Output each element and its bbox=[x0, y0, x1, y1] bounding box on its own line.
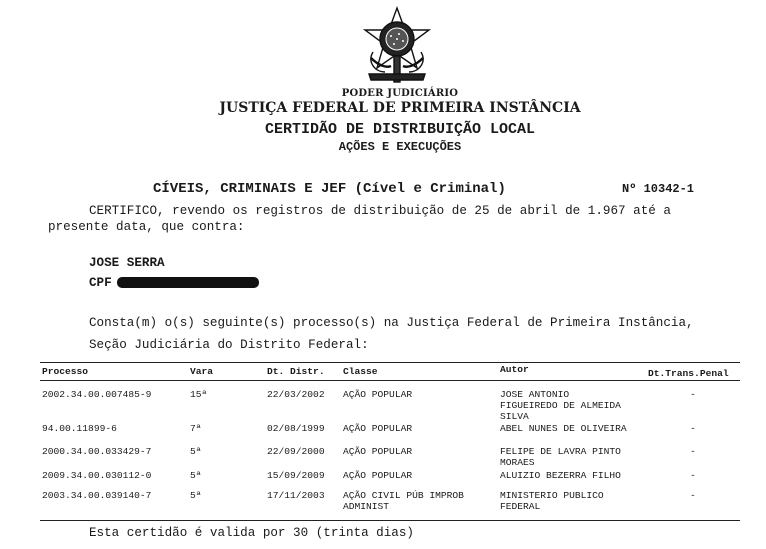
table-bottom-rule bbox=[40, 520, 740, 521]
certifico-line-1: CERTIFICO, revendo os registros de distribuição de 25 de abril de 1.967 até a bbox=[89, 204, 671, 218]
cell-processo: 2000.34.00.033429-7 bbox=[42, 446, 152, 457]
cell-dt-distr: 22/09/2000 bbox=[267, 446, 325, 457]
section-title: CÍVEIS, CRIMINAIS E JEF (Cível e Criminal) bbox=[153, 181, 506, 197]
cell-vara: 7ª bbox=[190, 423, 202, 434]
cell-processo: 94.00.11899-6 bbox=[42, 423, 117, 434]
cell-autor: SILVA bbox=[500, 411, 529, 422]
table-top-rule bbox=[40, 362, 740, 363]
cell-autor: MINISTERIO PUBLICO bbox=[500, 490, 604, 501]
cell-dt-trans-penal: - bbox=[690, 423, 696, 434]
cpf-label: CPF bbox=[89, 276, 112, 290]
header-processo: Processo bbox=[42, 366, 89, 377]
cell-classe: AÇÃO POPULAR bbox=[343, 446, 413, 457]
cell-dt-distr: 02/08/1999 bbox=[267, 423, 325, 434]
cell-vara: 15ª bbox=[190, 389, 208, 400]
table-header-rule bbox=[40, 380, 740, 381]
header-vara: Vara bbox=[190, 366, 214, 377]
cell-dt-trans-penal: - bbox=[690, 446, 696, 457]
cell-autor: ALUIZIO BEZERRA FILHO bbox=[500, 470, 621, 481]
cell-dt-trans-penal: - bbox=[690, 389, 696, 400]
cell-classe: AÇÃO POPULAR bbox=[343, 423, 413, 434]
cell-processo: 2002.34.00.007485-9 bbox=[42, 389, 152, 400]
cell-dt-distr: 17/11/2003 bbox=[267, 490, 325, 501]
cell-vara: 5ª bbox=[190, 446, 202, 457]
cell-autor: FELIPE DE LAVRA PINTO bbox=[500, 446, 621, 457]
cell-processo: 2009.34.00.030112-0 bbox=[42, 470, 152, 481]
cell-autor: JOSE ANTONIO bbox=[500, 389, 570, 400]
cell-dt-distr: 15/09/2009 bbox=[267, 470, 325, 481]
header-dt-distr: Dt. Distr. bbox=[267, 366, 325, 377]
acoes-execucoes-subtitle: AÇÕES E EXECUÇÕES bbox=[338, 140, 462, 154]
certidao-title: CERTIDÃO DE DISTRIBUIÇÃO LOCAL bbox=[264, 121, 536, 138]
cell-vara: 5ª bbox=[190, 470, 202, 481]
cell-classe: AÇÃO POPULAR bbox=[343, 470, 413, 481]
cell-autor: MORAES bbox=[500, 457, 535, 468]
cell-classe: AÇÃO CIVIL PÚB IMPROB bbox=[343, 490, 464, 501]
cell-dt-distr: 22/03/2002 bbox=[267, 389, 325, 400]
person-name: JOSE SERRA bbox=[89, 256, 165, 270]
justica-federal-heading: JUSTIÇA FEDERAL DE PRIMEIRA INSTÂNCIA bbox=[219, 100, 581, 116]
brazil-coat-of-arms-icon bbox=[361, 6, 433, 86]
consta-line-1: Consta(m) o(s) seguinte(s) processo(s) na Justiça Federal de Primeira Instância, bbox=[89, 316, 694, 330]
certificate-number: Nº 10342-1 bbox=[622, 182, 695, 196]
certifico-line-2: presente data, que contra: bbox=[48, 220, 245, 234]
header-dt-trans-penal: Dt.Trans.Penal bbox=[648, 368, 729, 379]
cell-dt-trans-penal: - bbox=[690, 470, 696, 481]
cell-classe: AÇÃO POPULAR bbox=[343, 389, 413, 400]
cell-processo: 2003.34.00.039140-7 bbox=[42, 490, 152, 501]
cell-autor: FEDERAL bbox=[500, 501, 541, 512]
header-classe: Classe bbox=[343, 366, 378, 377]
header-autor: Autor bbox=[500, 364, 529, 375]
validity-note: Esta certidão é valida por 30 (trinta dias) bbox=[89, 526, 414, 540]
cell-autor: ABEL NUNES DE OLIVEIRA bbox=[500, 423, 627, 434]
poder-judiciario-heading: PODER JUDICIÁRIO bbox=[341, 88, 459, 99]
cell-vara: 5ª bbox=[190, 490, 202, 501]
cell-dt-trans-penal: - bbox=[690, 490, 696, 501]
consta-line-2: Seção Judiciária do Distrito Federal: bbox=[89, 338, 369, 352]
cpf-redaction bbox=[117, 277, 259, 288]
cell-autor: FIGUEIREDO DE ALMEIDA bbox=[500, 400, 621, 411]
cell-classe: ADMINIST bbox=[343, 501, 390, 512]
